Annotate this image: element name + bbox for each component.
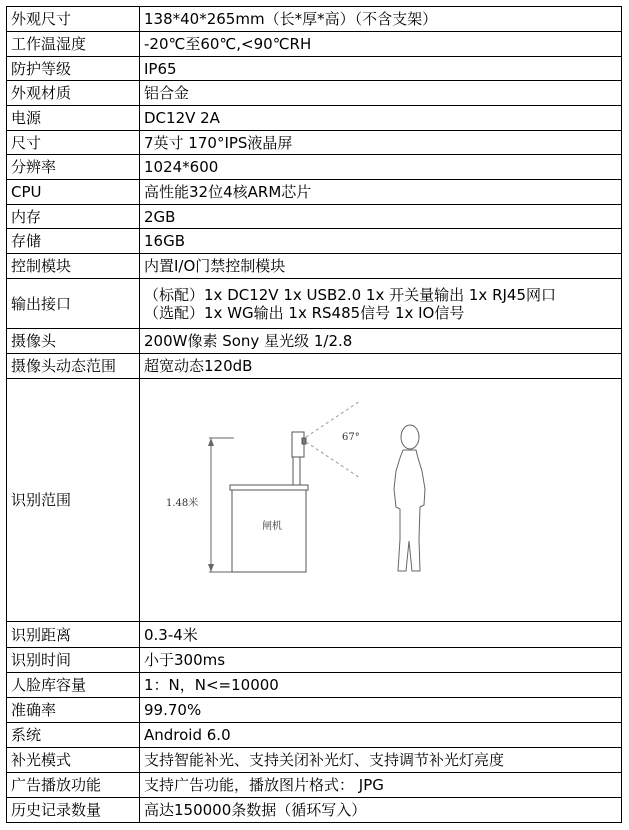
row-value: 支持智能补光、支持关闭补光灯、支持调节补光灯亮度 — [140, 748, 622, 773]
row-label: 尺寸 — [7, 131, 140, 155]
height-label: 1.48米 — [166, 498, 199, 509]
person-silhouette — [394, 425, 425, 571]
table-row — [7, 57, 622, 81]
recognition-range-diagram — [144, 379, 622, 621]
row-label: 电源 — [7, 106, 140, 131]
row-label: 识别时间 — [7, 648, 140, 673]
row-label: 输出接口 — [7, 279, 140, 329]
row-label: 工作温湿度 — [7, 32, 140, 57]
row-label: 系统 — [7, 723, 140, 748]
row-label: 存储 — [7, 229, 140, 254]
table-row — [7, 773, 622, 798]
row-value: -20℃至60℃,<90℃RH — [140, 32, 622, 57]
row-label: 外观材质 — [7, 81, 140, 106]
table-row — [7, 106, 622, 131]
row-label: 补光模式 — [7, 748, 140, 773]
row-label: 内存 — [7, 205, 140, 229]
spec-table — [6, 6, 622, 823]
row-label: 控制模块 — [7, 254, 140, 279]
table-row — [7, 798, 622, 823]
row-value: 高达150000条数据（循环写入） — [140, 798, 622, 823]
row-value: 超宽动态120dB — [140, 354, 622, 379]
row-label: 摄像头 — [7, 329, 140, 354]
table-row — [7, 723, 622, 748]
row-label: 准确率 — [7, 698, 140, 723]
table-row — [7, 32, 622, 57]
row-value: 99.70% — [140, 698, 622, 723]
gate-label: 闸机 — [262, 521, 282, 532]
table-row — [7, 205, 622, 229]
angle-label: 67° — [342, 432, 360, 443]
table-row — [7, 7, 622, 32]
device-on-pole — [292, 432, 306, 485]
table-row — [7, 131, 622, 155]
row-value: Android 6.0 — [140, 723, 622, 748]
row-label: CPU — [7, 180, 140, 205]
table-row — [7, 622, 622, 648]
row-value: DC12V 2A — [140, 106, 622, 131]
row-label: 防护等级 — [7, 57, 140, 81]
table-row — [7, 229, 622, 254]
table-row — [7, 648, 622, 673]
row-value: 16GB — [140, 229, 622, 254]
recognition-diagram-cell — [140, 379, 622, 622]
output-optional-line: （选配）1x WG输出 1x RS485信号 1x IO信号 — [144, 303, 465, 322]
table-row — [7, 81, 622, 106]
row-value: 1024*600 — [140, 155, 622, 180]
row-label: 识别范围 — [7, 379, 140, 622]
row-label: 摄像头动态范围 — [7, 354, 140, 379]
row-label: 广告播放功能 — [7, 773, 140, 798]
table-row — [7, 279, 622, 329]
row-value: 138*40*265mm（长*厚*高）（不含支架） — [140, 7, 622, 32]
row-value: 0.3-4米 — [140, 622, 622, 648]
row-value: 2GB — [140, 205, 622, 229]
table-row — [7, 254, 622, 279]
row-value: 小于300ms — [140, 648, 622, 673]
table-row — [7, 180, 622, 205]
table-row — [7, 155, 622, 180]
row-label: 外观尺寸 — [7, 7, 140, 32]
row-label: 人脸库容量 — [7, 673, 140, 698]
table-row — [7, 354, 622, 379]
row-label: 分辨率 — [7, 155, 140, 180]
table-row — [7, 329, 622, 354]
row-value: 铝合金 — [140, 81, 622, 106]
table-row — [7, 748, 622, 773]
table-row — [7, 673, 622, 698]
row-value: 支持广告功能，播放图片格式： JPG — [140, 773, 622, 798]
output-standard-line: （标配）1x DC12V 1x USB2.0 1x 开关量输出 1x RJ45网口 — [144, 285, 557, 304]
row-value: 200W像素 Sony 星光级 1/2.8 — [140, 329, 622, 354]
table-row — [7, 698, 622, 723]
row-label: 识别距离 — [7, 622, 140, 648]
row-value: 1：N，N<=10000 — [140, 673, 622, 698]
row-label: 历史记录数量 — [7, 798, 140, 823]
row-value — [140, 279, 622, 329]
row-value: 内置I/O门禁控制模块 — [140, 254, 622, 279]
row-value: 7英寸 170°IPS液晶屏 — [140, 131, 622, 155]
table-row — [7, 379, 622, 622]
row-value: 高性能32位4核ARM芯片 — [140, 180, 622, 205]
row-value: IP65 — [140, 57, 622, 81]
height-dimension — [208, 438, 234, 572]
